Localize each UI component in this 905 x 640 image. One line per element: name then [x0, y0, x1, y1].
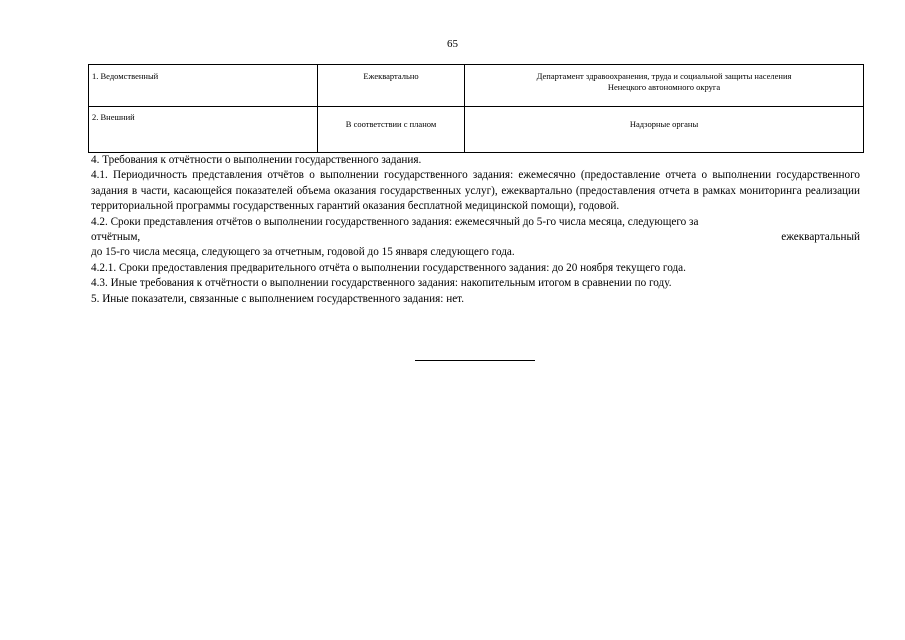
- authority-line: Департамент здравоохранения, труда и социальной защиты населения: [536, 71, 792, 81]
- section-4-1-paragraph: 4.1. Периодичность представления отчётов о выполнении государственного задания: ежемесячно (предоставление отчета о выполнении государственного задания в части, касающейся показателей объема оказания государственных услуг), ежеквартально (предоставления отчета в рамках мониторинга реализации территориальной программы государственных гарантий оказания бесплатной медицинской помощи), годовой.: [91, 169, 860, 213]
- section-4-2-1-paragraph: 4.2.1. Сроки предоставления предварительного отчёта о выполнении государственного задания: до 20 ноября текущего года.: [91, 261, 686, 274]
- authority-line: Надзорные органы: [629, 119, 699, 129]
- control-type-cell: 1. Ведомственный: [89, 65, 318, 107]
- control-type-cell: 2. Внешний: [89, 107, 318, 153]
- document-body: [91, 153, 860, 307]
- section-4-2-line2-left: отчётным,: [91, 231, 141, 244]
- section-4-3-paragraph: 4.3. Иные требования к отчётности о выполнении государственного задания: накопительным итогом в сравнении по году.: [91, 277, 672, 290]
- section-4-heading: 4. Требования к отчётности о выполнении государственного задания.: [91, 154, 422, 166]
- section-4-2-line2-right: ежеквартальный: [781, 231, 860, 244]
- page-number: 65: [447, 38, 458, 50]
- control-frequency-cell: В соответствии с планом: [318, 107, 465, 153]
- closing-rule-divider: [415, 360, 535, 361]
- table-row: [89, 107, 864, 153]
- section-4-2-line2: [91, 230, 860, 245]
- control-forms-table: [88, 64, 864, 153]
- section-4-2-line3: до 15-го числа месяца, следующего за отчетным, годовой до 15 января следующего года.: [91, 246, 515, 259]
- control-authority-cell: [465, 65, 864, 107]
- table-row: [89, 65, 864, 107]
- section-5-paragraph: 5. Иные показатели, связанные с выполнением государственного задания: нет.: [91, 292, 464, 305]
- control-authority-cell: [465, 107, 864, 153]
- section-4-2-line1: 4.2. Сроки представления отчётов о выполнении государственного задания: ежемесячный до 5-го числа месяца, следующего за: [91, 215, 699, 228]
- control-frequency-cell: Ежеквартально: [318, 65, 465, 107]
- authority-line: Ненецкого автономного округа: [607, 82, 721, 92]
